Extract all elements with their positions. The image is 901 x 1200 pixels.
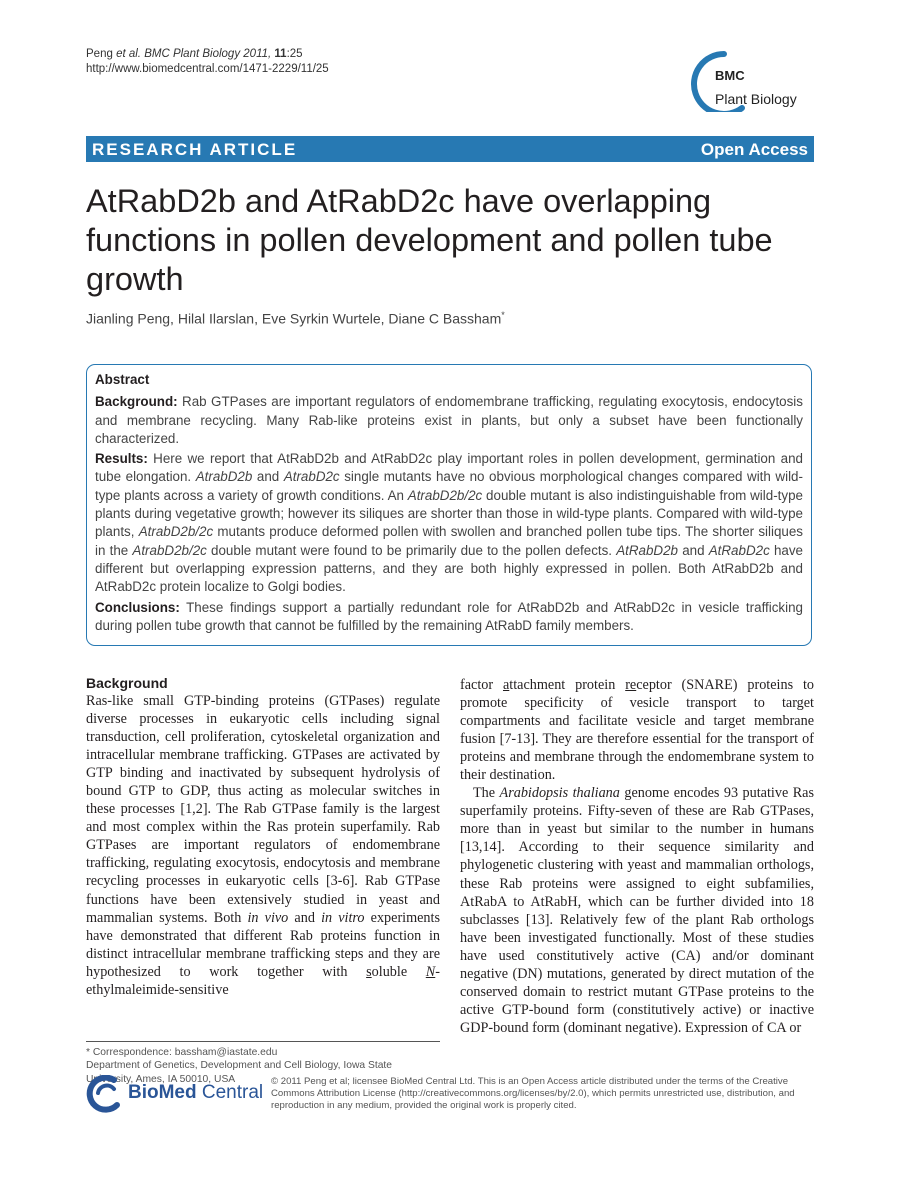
article-url[interactable]: http://www.biomedcentral.com/1471-2229/11/25 xyxy=(86,63,329,75)
citation-authors: Peng xyxy=(86,48,113,60)
affiliation: Department of Genetics, Development and Cell Biology, Iowa State University, Ames, IA 50010, USA xyxy=(86,1060,393,1085)
citation-issue: :25 xyxy=(286,48,303,60)
publisher-name xyxy=(128,1082,263,1104)
body-text: and xyxy=(294,909,315,926)
body-left-column xyxy=(86,674,440,999)
body-text: -ethylmaleimide-sensitive xyxy=(86,963,440,998)
citation-journal: BMC Plant Biology 2011, xyxy=(144,48,272,60)
footnote-divider xyxy=(86,1041,440,1042)
gene-italic: AtrabD2b xyxy=(195,469,253,485)
author-list xyxy=(86,310,505,327)
acronym-letter: a xyxy=(502,677,510,693)
citation-et-al: et al. xyxy=(116,48,141,60)
publisher-name-regular: Central xyxy=(196,1082,264,1103)
section-heading-background: Background xyxy=(86,675,168,691)
body-text: experiments have demonstrated that different Rab proteins function in distinct intracellular membrane trafficking steps and they are hypothesized to work together with xyxy=(86,909,440,980)
abstract-conclusions-label: Conclusions: xyxy=(95,599,180,615)
article-type: RESEARCH ARTICLE xyxy=(92,140,298,159)
results-text: and xyxy=(682,542,705,558)
body-text: factor xyxy=(460,677,494,693)
gene-italic: AtrabD2b/2c xyxy=(407,487,483,503)
body-paragraph-1-cont xyxy=(460,676,814,784)
results-text: and xyxy=(256,469,280,485)
publisher-name-bold: BioMed xyxy=(128,1082,197,1103)
abstract-results xyxy=(95,450,803,596)
results-text: single mutants have no obvious morphological changes compared with wild-type plants across a variety of growth conditions. An xyxy=(95,469,803,503)
gene-italic: AtRabD2b xyxy=(616,542,679,558)
gene-italic: AtRabD2c xyxy=(708,542,770,558)
italic-term: in vitro xyxy=(321,909,365,926)
publisher-logo xyxy=(84,1075,264,1113)
abstract-results-label: Results: xyxy=(95,451,148,467)
correspondence: * Correspondence: bassham@iastate.edu xyxy=(86,1047,278,1058)
abstract-heading: Abstract xyxy=(95,372,150,387)
citation-header xyxy=(86,47,329,77)
body-text: oluble xyxy=(371,963,408,980)
abstract-background xyxy=(95,393,803,448)
results-text: double mutant were found to be primarily due to the pollen defects. xyxy=(211,542,613,558)
open-access-label: Open Access xyxy=(700,140,808,159)
article-title: AtRabD2b and AtRabD2c have overlapping functions in pollen development and pollen tube growth xyxy=(86,183,773,297)
biomed-central-swirl-icon xyxy=(84,1075,126,1113)
citation-line xyxy=(86,47,329,62)
results-text: have different but overlapping expression patterns, and they are both highly expressed in pollen. Both AtRabD2b and AtRabD2c protein localize to Golgi bodies. xyxy=(95,542,803,595)
journal-logo-line2: Plant Biology xyxy=(715,91,797,107)
abstract-conclusions xyxy=(95,599,803,636)
gene-italic: AtrabD2b/2c xyxy=(138,524,214,540)
abstract-background-label: Background: xyxy=(95,394,178,410)
citation-volume: 11 xyxy=(274,48,287,60)
abstract-conclusions-text: These findings support a partially redundant role for AtRabD2b and AtRabD2c in vesicle trafficking during pollen tube growth that cannot be fulfilled by the remaining AtRabD family members. xyxy=(95,599,803,633)
license-text: © 2011 Peng et al; licensee BioMed Central Ltd. This is an Open Access article distributed under the terms of the Creative Commons Attribution License (http://creativecommons.org/licenses/by/2.0), which permits unrestricted use, distribution, and reproduction in any medium, provided the original work is properly cited. xyxy=(271,1076,795,1112)
acronym-letter: re xyxy=(625,677,637,693)
body-text: The xyxy=(473,785,496,802)
results-text: Here we report that AtRabD2b and AtRabD2c play important roles in pollen development, germination and tube elongation. xyxy=(95,451,803,485)
author-names: Jianling Peng, Hilal Ilarslan, Eve Syrkin Wurtele, Diane C Bassham xyxy=(86,310,502,327)
gene-italic: AtrabD2b/2c xyxy=(132,542,207,558)
journal-logo xyxy=(684,50,824,112)
body-text: genome encodes 93 putative Ras superfamily proteins. Fifty-seven of these are Rab GTPases, more than in yeast but similar to the number in humans [13,14]. According to their sequence similarity and phylogenetic clustering with yeast and mammalian orthologs, these Rab proteins were assigned to eight subfamilies, AtRabA to AtRabH, which can be further divided into 18 subclasses [13]. Relatively few of the plant Rab orthologs have been investigated functionally. Most of these studies have used constitutively active (CA) and/or dominant negative (DN) mutations, generated by direct mutation of the conserved domain to restrict mutant GTPase proteins to the active GTP-bound form (constitutively active) or inactive GDP-bound form (dominant negative). Expression of CA or xyxy=(460,785,814,1036)
journal-logo-line1: BMC xyxy=(715,68,745,83)
abstract-box xyxy=(86,364,812,646)
acronym-letter: s xyxy=(366,963,372,980)
body-text: ttachment protein xyxy=(509,677,616,693)
body-paragraph-1 xyxy=(86,692,440,999)
italic-term: in vivo xyxy=(247,909,289,926)
results-text: mutants produce deformed pollen with swollen and branched pollen tube tips. The shorter siliques in the xyxy=(95,524,803,558)
corresponding-mark: * xyxy=(501,310,505,320)
acronym-letter: N xyxy=(425,963,436,980)
article-type-banner xyxy=(86,136,814,162)
gene-italic: AtrabD2c xyxy=(283,469,340,485)
body-paragraph-2 xyxy=(460,784,814,1037)
results-text: double mutant is also indistinguishable from wild-type plants during vegetative growth; however its siliques are shorter than those in wild-type plants. Compared with wild-type plants, xyxy=(95,487,803,540)
body-right-column xyxy=(460,676,814,1037)
body-text: Ras-like small GTP-binding proteins (GTPases) regulate diverse processes in eukaryotic cells including signal transduction, cell proliferation, cytoskeletal organization and intracellular membrane trafficking. GTPases are activated by GTP binding and inactivated by subsequent hydrolysis of bound GTP to GDP, thus acting as molecular switches in these processes [1,2]. The Rab GTPase family is the largest and most complex within the Ras protein superfamily. Rab GTPases are important regulators of endomembrane trafficking, regulating exocytosis, endocytosis and membrane recycling processes in eukaryotic cells [3-6]. Rab GTPase functions have been extensively studied in yeast and mammalian systems. Both xyxy=(86,693,440,926)
species-italic: Arabidopsis thaliana xyxy=(499,785,620,802)
body-text: ceptor (SNARE) proteins to promote specificity of vesicle transport to target compartments and facilitate vesicle and target membrane fusion [7-13]. They are therefore essential for the transport of proteins and membrane through the endomembrane system to their destination. xyxy=(460,677,815,784)
abstract-background-text: Rab GTPases are important regulators of endomembrane trafficking, regulating exocytosis, endocytosis and membrane recycling. Many Rab-like proteins exist in plants, but only a subset have been functionally characterized. xyxy=(95,394,803,446)
